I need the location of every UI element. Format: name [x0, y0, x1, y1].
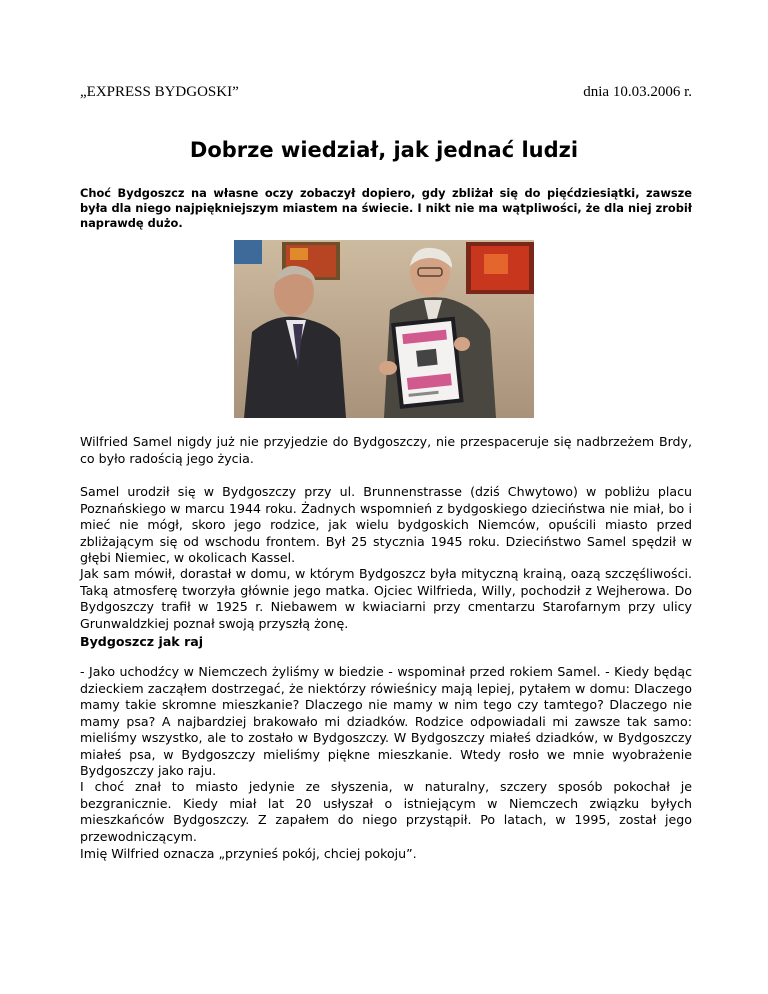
- article-photo: [234, 240, 534, 418]
- paragraph-4: - Jako uchodźcy w Niemczech żyliśmy w biedzie - wspominał przed rokiem Samel. - Kiedy będąc dzieckiem zacząłem dostrzegać, że niektórzy rówieśnicy mają lepiej, pytałem w domu: Dlaczego mamy takie skromne mieszkanie? Dlaczego nie mamy w nim tego czy tamtego? Dlaczego nie mamy psa? A najbardziej brakowało mi dziadków. Rodzice odpowiadali mi zawsze tak samo: mieliśmy wszystko, ale to zostało w Bydgoszczy. W Bydgoszczy miałeś dziadków, w Bydgoszczy miałeś psa, w Bydgoszczy mieliśmy piękne mieszkanie. Wtedy rosło we mnie wyobrażenie Bydgoszczy jako raju.: [80, 664, 692, 778]
- article-lead: Choć Bydgoszcz na własne oczy zobaczył dopiero, gdy zbliżał się do pięćdziesiątki, zawsze była dla niego najpiękniejszym miastem na świecie. I nikt nie ma wątpliwości, że dla niej zrobił naprawdę dużo.: [80, 186, 692, 230]
- paragraph-5: I choć znał to miasto jedynie ze słyszenia, w naturalny, szczery sposób pokochał je bezgranicznie. Kiedy miał lat 20 usłyszał o istniejącym w Niemczech związku byłych mieszkańców Bydgoszczy. Z zapałem do niego przystąpił. Po latach, w 1995, został jego przewodniczącym.: [80, 779, 692, 844]
- publication-date: dnia 10.03.2006 r.: [583, 84, 692, 100]
- subheading: Bydgoszcz jak raj: [80, 634, 204, 649]
- paragraph-1: Wilfried Samel nigdy już nie przyjedzie do Bydgoszczy, nie przespaceruje się nadbrzeżem Brdy, co było radością jego życia.: [80, 434, 692, 466]
- framed-certificate: [391, 317, 464, 409]
- article-title: Dobrze wiedział, jak jednać ludzi: [189, 138, 579, 162]
- publication-name: „EXPRESS BYDGOSKI”: [80, 84, 239, 100]
- paragraph-6: Imię Wilfried oznacza „przynieś pokój, chciej pokoju”.: [80, 846, 417, 861]
- paragraph-3: Jak sam mówił, dorastał w domu, w którym Bydgoszcz była mityczną krainą, oazą szczęśliwości. Taką atmosferę tworzyła głównie jego matka. Ojciec Wilfrieda, Willy, pochodził z Wejherowa. Do Bydgoszczy trafił w 1925 r. Niebawem w kwiaciarni przy cmentarzu Starofarnym przy ulicy Grunwaldzkiej poznał swoją przyszłą żonę.: [80, 566, 692, 631]
- photo-illustration: [234, 240, 534, 418]
- paragraph-2: Samel urodził się w Bydgoszczy przy ul. Brunnenstrasse (dziś Chwytowo) w pobliżu placu Poznańskiego w marcu 1944 roku. Żadnych wspomnień z bydgoskiego dzieciństwa nie miał, bo i mieć nie mógł, skoro jego rodzice, jak wielu bydgoskich Niemców, opuścili miasto przed zbliżającym się od wschodu frontem. Był 25 stycznia 1945 roku. Dzieciństwo Samel spędził w głębi Niemiec, w okolicach Kassel.: [80, 484, 692, 565]
